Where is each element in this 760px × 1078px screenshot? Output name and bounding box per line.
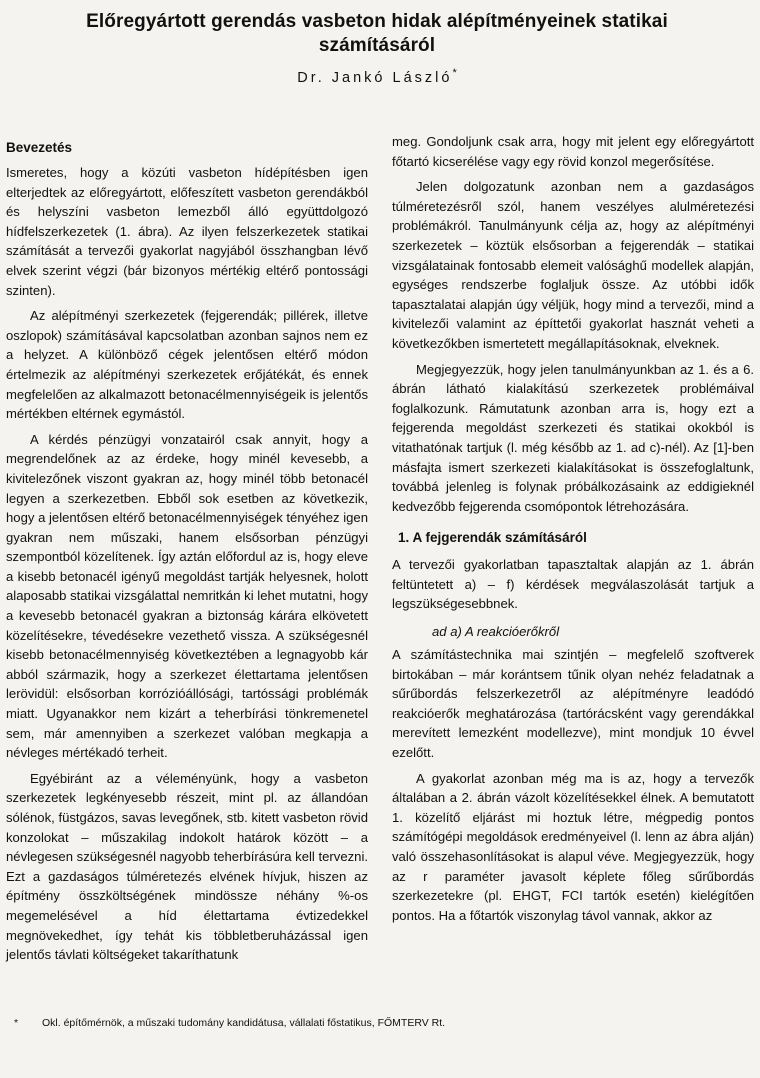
paragraph: Megjegyezzük, hogy jelen tanulmányunkban az 1. és a 6. ábrán látható kialakítású szerkezetek problémáival foglalkozunk. Rámutatunk azonban arra is, hogy ezt a fejgerenda megoldást szerkezeti és statikai okokból is vitathatónak tartjuk (l. még később az 1. ad c)-nél). Az [1]-ben másfajta ismert szerkezeti kialakításokat is összefoglaltunk, továbbá jelenleg is folynak próbálkozásaink az eddigieknél kedvezőbb fejgerenda csomópontok létrehozására. xyxy=(392,361,754,514)
subsection-heading-ad-a: ad a) A reakcióerőkről xyxy=(432,624,560,640)
paragraph: Az alépítményi szerkezetek (fejgerendák; pillérek, illetve oszlopok) számításával kapcsolatban azonban sajnos nem ez a helyzet. A különböző cégek jelentősen eltérő módon értelmezik az alépítményi szerkezetek erőjátékát, és ennek megfelelően az alkalmazott betonacélmennyiségeik is jelentős mértékben eltérnek egymástól. xyxy=(6,308,368,422)
article-title: Előregyártott gerendás vasbeton hidak alépítményeinek statikai számításáról xyxy=(86,11,668,56)
footnote-text: Okl. építőmérnök, a műszaki tudomány kandidátusa, vállalati főstatikus, FŐMTERV Rt. xyxy=(42,1017,446,1029)
body-columns xyxy=(6,132,754,1012)
paragraph: Jelen dolgozatunk azonban nem a gazdaságos túlméretezésről szól, hanem veszélyes alulméretezési problémákról. Tanulmányunk célja az, hogy az alépítményi szerkezetek – köztük elsősorban a fejgerendák – statikai vizsgálatainak fontosabb elemeit valósághű modellek alapján, egységes rendszerbe foglaljuk össze. Az utóbbi idők tapasztalatai alapján úgy véljük, hogy mind a tervezői, mind a kivitelezői valamint az építtetői gyakorlat hasznát veheti a következőkben ismertetett megállapításoknak, elveknek. xyxy=(392,179,754,351)
right-column xyxy=(392,132,754,1012)
section-heading-1: 1. A fejgerendák számításáról xyxy=(398,530,587,546)
paragraph: A kérdés pénzügyi vonzatairól csak annyit, hogy a megrendelőnek az az érdeke, hogy minél kevesebb, a kivitelezőnek viszont gyakran az, hogy minél több betonacél legyen a szerkezetben. Ebből sok esetben az következik, hogy a jelentősen eltérő betonacélmennyiségek tényéhez igen gyakran nem műszaki, hanem elsősorban pénzügyi szempontból közelítenek. Így aztán előfordul az is, hogy eleve a kisebb betonacél igényű megoldást tartják helyesnek, holott alaposabb statikai vizsgálattal nemritkán ki lehet mutatni, hogy a kevesebb betonacél gyakran a biztonság kárára elkövetett közelítésekre, tévedésekre vezethető vissza. A szükségesnél kisebb betonacélmennyiség következtében a legnagyobb kár abból származik, hogy a szerkezet élettartama jelentősen lerövidül: elsősorban korrózióállósági, tartóssági problémák miatt. Ugyanakkor nem kizárt a teherbírási tönkremenetel sem, már amennyiben a szerkezet valóban megkapja a névleges mértékadó terheit. xyxy=(6,431,368,761)
author-line xyxy=(6,64,748,87)
left-column xyxy=(6,132,368,1012)
footnote-mark: * xyxy=(14,1017,19,1029)
paragraph: Egyébiránt az a véleményünk, hogy a vasbeton szerkezetek legkényesebb részeit, mint pl. az állandóan sólénok, füstgázos, savas levegőnek, stb. kitett vasbeton rövid konzolokat – műszakilag indokolt határok között – a névlegesen szükségesnél nagyobb teherbírásúra kell tervezni. Ezt a gazdaságos túlméretezés elvének hívjuk, hiszen az építmény összköltségének mindössze néhány %-os megemelésével a híd élettartama évtizedekkel megnövekedhet, így tehát kis többletberuházással igen jelentős távlati költségeket takaríthatunk xyxy=(6,770,368,963)
footnote xyxy=(14,1016,754,1030)
paragraph: meg. Gondoljunk csak arra, hogy mit jelent egy előregyártott főtartó kicserélése vagy egy rövid konzol megerősítése. xyxy=(392,134,754,169)
author-footnote-mark: * xyxy=(452,67,457,79)
paragraph: A gyakorlat azonban még ma is az, hogy a tervezők általában a 2. ábrán vázolt közelítésekkel élnek. A bemutatott 1. közelítő eljárást mi hoztuk létre, mégpedig pontos számítógépi megoldások eredményeivel (l. lenn az ábra alján) való összehasonlításokat is alapul véve. Megjegyezzük, hogy az r paraméter javasolt képlete főleg sűrűbordás szerkezetekre (pl. EHGT, FCI tartók esetén) kielégítően pontos. Ha a főtartók viszonylag távol vannak, akkor az xyxy=(392,770,754,923)
paragraph: A számítástechnika mai szintjén – megfelelő szoftverek birtokában – már korántsem tűnik olyan nehéz feladatnak a sűrűbordás felszerkezetről az alépítményre leadódó reakcióerők meghatározása (tartórácsként vagy gerendákkal merevített lemezként modellezve), mint mondjuk 10 évvel ezelőtt. xyxy=(392,647,754,761)
paragraph: A tervezői gyakorlatban tapasztaltak alapján az 1. ábrán feltüntetett a) – f) kérdések megválaszolását tartjuk a legszükségesebbnek. xyxy=(392,557,754,612)
section-heading-intro: Bevezetés xyxy=(6,140,73,155)
author-name: Dr. Jankó László xyxy=(297,69,453,86)
paragraph: Ismeretes, hogy a közúti vasbeton hídépítésben igen elterjedtek az előregyártott, előfeszített vasbeton gerendákból és helyszíni vasbeton lemezből álló együttdolgozó hídfelszerkezetek (1. ábra). Az ilyen felszerkezetek statikai számítását a tervezői gyakorlat nagyjából összhangban lévő elvek szerint végzi (bár bizonyos mértékig eltérő pontossági szinten). xyxy=(6,165,368,298)
